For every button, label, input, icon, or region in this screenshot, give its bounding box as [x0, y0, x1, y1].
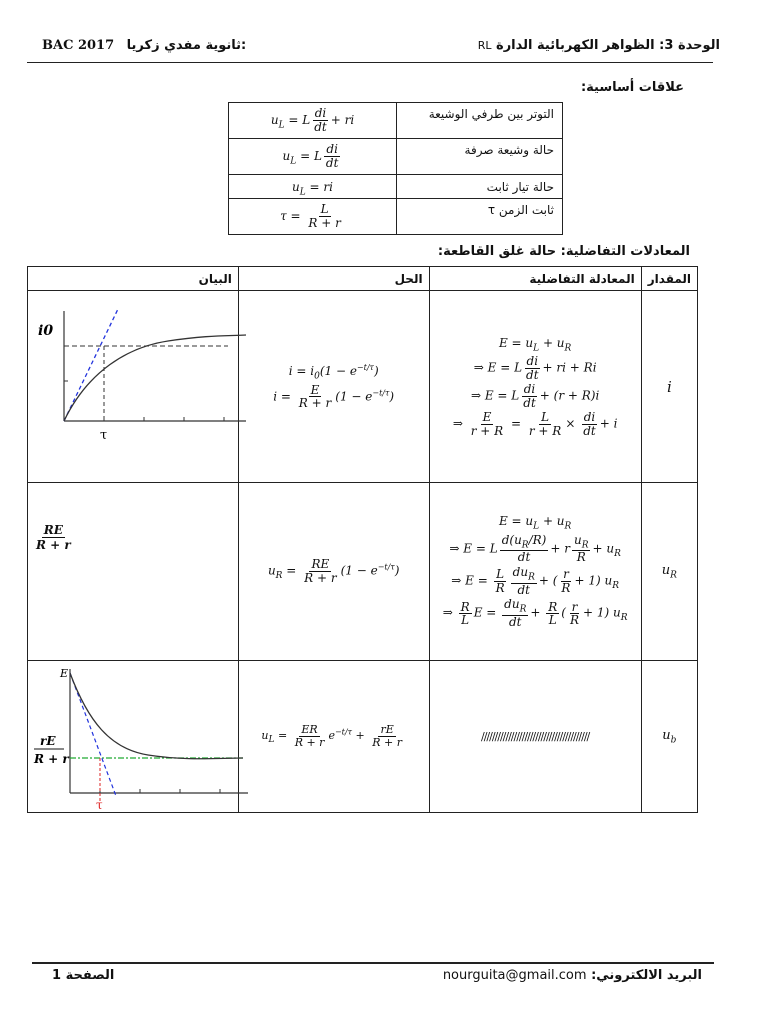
email-label: البريد الالكتروني: [591, 968, 702, 983]
school-name: ثانوية مفدي زكريا: [126, 38, 247, 53]
rl-label: RL [477, 39, 492, 52]
solution-cell [238, 661, 429, 813]
graph-label-re-ratio [33, 734, 70, 766]
graph-current [28, 291, 256, 483]
header-bac [42, 38, 246, 53]
differential-equations-table [27, 266, 698, 813]
footer-page [52, 968, 114, 983]
diff-eq-cell: $E = u_L + u_R$ ⇒ E = L $\frac{d(u_R/R)}{dt}$ + r $\frac{u_R}{R}$ + $u_R$ ⇒ E = $\frac{L}{R}$ $\frac{du_R}{dt}$ + ( $\frac{r}{R}$ + 1) $u_R$ ⇒ $\frac{R}{L}$ E = $\frac{du_R}{dt}$ + $\frac{R}{L}$ ( $\frac{r}{R}$ + 1) $u_R$ [429, 483, 641, 661]
header-solution: الحل [238, 267, 429, 291]
solution-cell [238, 291, 429, 483]
relation-label: ثابت الزمن τ [397, 199, 563, 235]
graph-cell [28, 483, 239, 661]
relation-formula: $u_L = L$ $\frac{di}{dt}$ + ri [229, 103, 397, 139]
unit-title: الظواهر الكهربائية الدارة [496, 38, 655, 53]
header-quantity: المقدار [641, 267, 697, 291]
header-diff-eq: المعادلة التفاضلية [429, 267, 641, 291]
unit-number: الوحدة 3: [659, 38, 720, 53]
tau-label: τ [100, 428, 108, 443]
page-number: 1 [52, 968, 62, 983]
basic-relations-table [228, 102, 563, 235]
relation-row [229, 199, 563, 235]
quantity-cell: i [641, 291, 697, 483]
relation-row [229, 103, 563, 139]
table-row [28, 661, 698, 813]
tangent-line [70, 673, 116, 796]
table-row [28, 483, 698, 661]
relation-formula: τ = $\frac{L}{R + r}$ [229, 199, 397, 235]
solution-cell [238, 483, 429, 661]
email-link[interactable]: nourguita@gmail.com [442, 968, 587, 983]
tau-label: τ [96, 798, 103, 812]
footer-rule [32, 962, 714, 964]
graph-coil-voltage [28, 661, 256, 813]
header-unit [478, 38, 720, 53]
section2-title: المعادلات التفاضلية: حالة غلق القاطعة: [437, 244, 690, 259]
quantity-cell: $u_R$ [641, 483, 697, 661]
relation-row [229, 175, 563, 199]
svg-text:R + r: R + r [34, 752, 69, 766]
graph-cell [28, 661, 239, 813]
relation-label: التوتر بين طرفي الوشيعة [397, 103, 563, 139]
table-row [28, 291, 698, 483]
graph-label-i0: i0 [38, 323, 54, 339]
relation-formula: $u_L = L$ $\frac{di}{dt}$ [229, 139, 397, 175]
header-rule [27, 62, 713, 63]
graph-label-e: E [60, 667, 69, 680]
svg-text:rE: rE [40, 734, 56, 748]
diff-eq-cell: $E = u_L + u_R$ ⇒ E = L $\frac{di}{dt}$ + ri + Ri ⇒ E = L $\frac{di}{dt}$ + (r + R)i ⇒ $\frac{E}{r + R}$ = $\frac{L}{r + R}$ × $\frac{di}{dt}$ + i [429, 291, 641, 483]
solution-line: $u_L$ = $\frac{ER}{R + r}$ $e^{-t/\tau}$ + $\frac{rE}{R + r}$ [261, 723, 402, 749]
solution-line: i = $\frac{E}{R + r}$ $(1 - e^{-t/\tau})$ [273, 382, 395, 411]
footer-email [443, 968, 702, 983]
relation-formula: $u_L$ = ri [229, 175, 397, 199]
section1-title: علاقات أساسية: [580, 80, 684, 95]
relation-row [229, 139, 563, 175]
page-label: الصفحة [65, 968, 115, 983]
discharge-curve [70, 673, 243, 759]
graph-label-re: $\frac{RE}{R + r}$ [36, 523, 71, 552]
relation-label: حالة وشيعة صرفة [397, 139, 563, 175]
table-header-row [28, 267, 698, 291]
solution-line: $u_R$ = $\frac{RE}{R + r}$ $(1 - e^{-t/\tau})$ [267, 557, 400, 585]
diff-eq-cell: //////////////////////////////////////// [429, 661, 641, 813]
header-graph: البيان [28, 267, 239, 291]
bac-year: BAC 2017 [42, 38, 115, 53]
relation-label: حالة تيار ثابت [397, 175, 563, 199]
charging-curve [64, 335, 246, 421]
quantity-cell: $u_b$ [641, 661, 697, 813]
solution-line: $i = i_0(1 - e^{-t/\tau})$ [288, 363, 379, 382]
graph-cell [28, 291, 239, 483]
